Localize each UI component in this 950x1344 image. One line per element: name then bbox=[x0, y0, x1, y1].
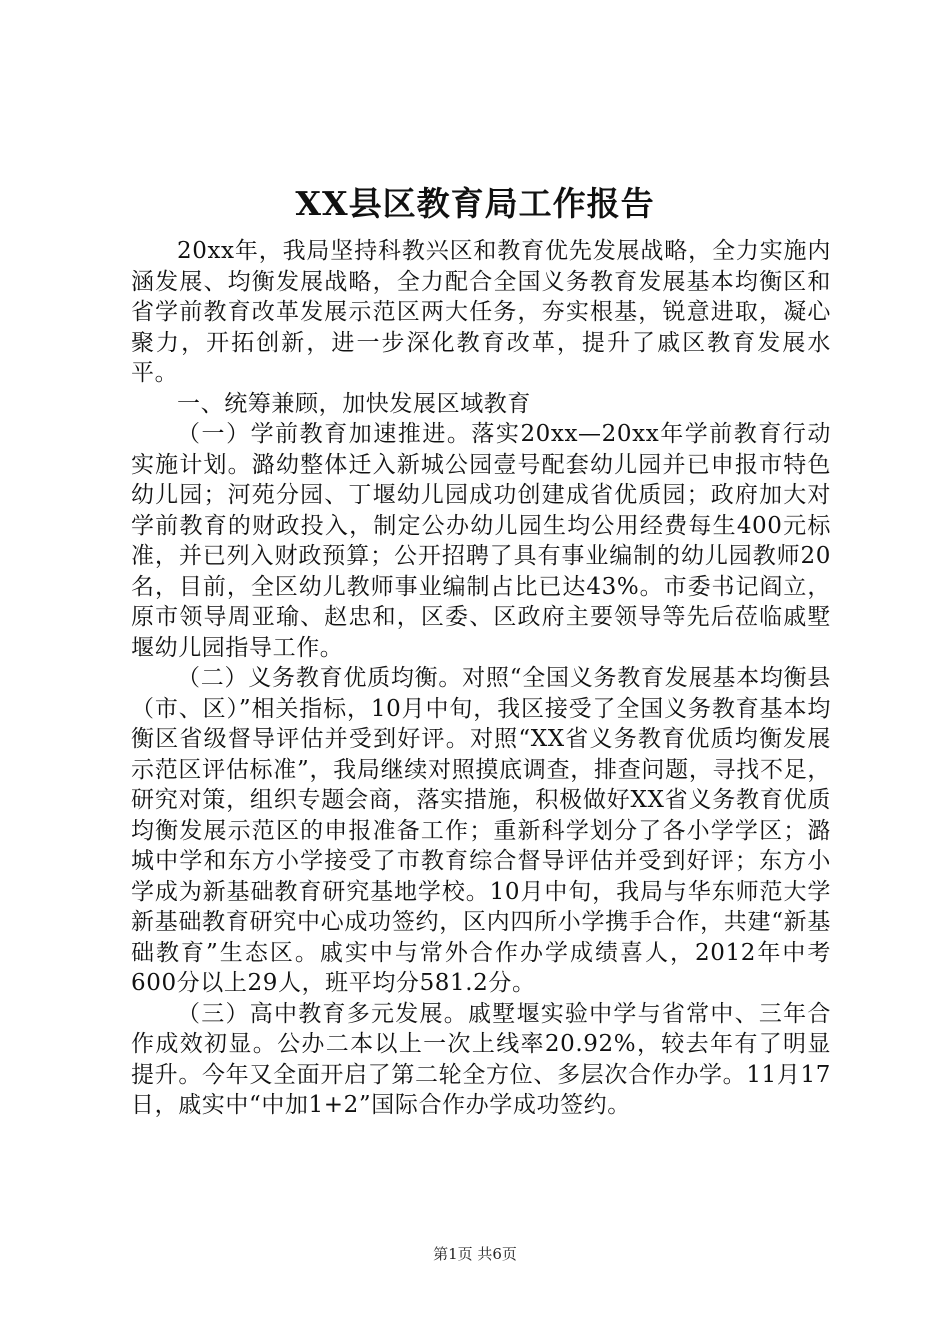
document-body bbox=[131, 236, 831, 1121]
page-footer: 第1页 共6页 bbox=[433, 1245, 517, 1263]
document-title: XX县区教育局工作报告 bbox=[295, 184, 655, 223]
intro-paragraph: 20xx年，我局坚持科教兴区和教育优先发展战略，全力实施内涵发展、均衡发展战略，全力配合全国义务教育发展基本均衡区和省学前教育改革发展示范区两大任务，夯实根基，锐意进取，凝心聚力，开拓创新，进一步深化教育改革，提升了戚区教育发展水平。 bbox=[131, 238, 831, 386]
preschool-paragraph: （一）学前教育加速推进。落实20xx—20xx年学前教育行动实施计划。潞幼整体迁入新城公园壹号配套幼儿园并已申报市特色幼儿园；河苑分园、丁堰幼儿园成功创建成省优质园；政府加大对学前教育的财政投入，制定公办幼儿园生均公用经费每生400元标准，并已列入财政预算；公开招聘了具有事业编制的幼儿园教师20名，目前，全区幼儿教师事业编制占比已达43%。市委书记阎立，原市领导周亚瑜、赵忠和，区委、区政府主要领导等先后莅临戚墅堰幼儿园指导工作。 bbox=[131, 421, 831, 661]
high-school-paragraph: （三）高中教育多元发展。戚墅堰实验中学与省常中、三年合作成效初显。公办二本以上一次上线率20.92%，较去年有了明显提升。今年又全面开启了第二轮全方位、多层次合作办学。11月17日，戚实中“中加1+2”国际合作办学成功签约。 bbox=[131, 1000, 831, 1118]
compulsory-education-paragraph: （二）义务教育优质均衡。对照“全国义务教育发展基本均衡县（市、区）”相关指标，10月中旬，我区接受了全国义务教育基本均衡区省级督导评估并受到好评。对照“XX省义务教育优质均衡发展示范区评估标准”，我局继续对照摸底调查，排查问题，寻找不足，研究对策，组织专题会商，落实措施，积极做好XX省义务教育优质均衡发展示范区的申报准备工作；重新科学划分了各小学学区；潞城中学和东方小学接受了市教育综合督导评估并受到好评；东方小学成为新基础教育研究基地学校。10月中旬，我局与华东师范大学新基础教育研究中心成功签约，区内四所小学携手合作，共建“新基础教育”生态区。戚实中与常外合作办学成绩喜人，2012年中考600分以上29人，班平均分581.2分。 bbox=[131, 665, 831, 996]
section-heading: 一、统筹兼顾，加快发展区域教育 bbox=[177, 390, 531, 417]
